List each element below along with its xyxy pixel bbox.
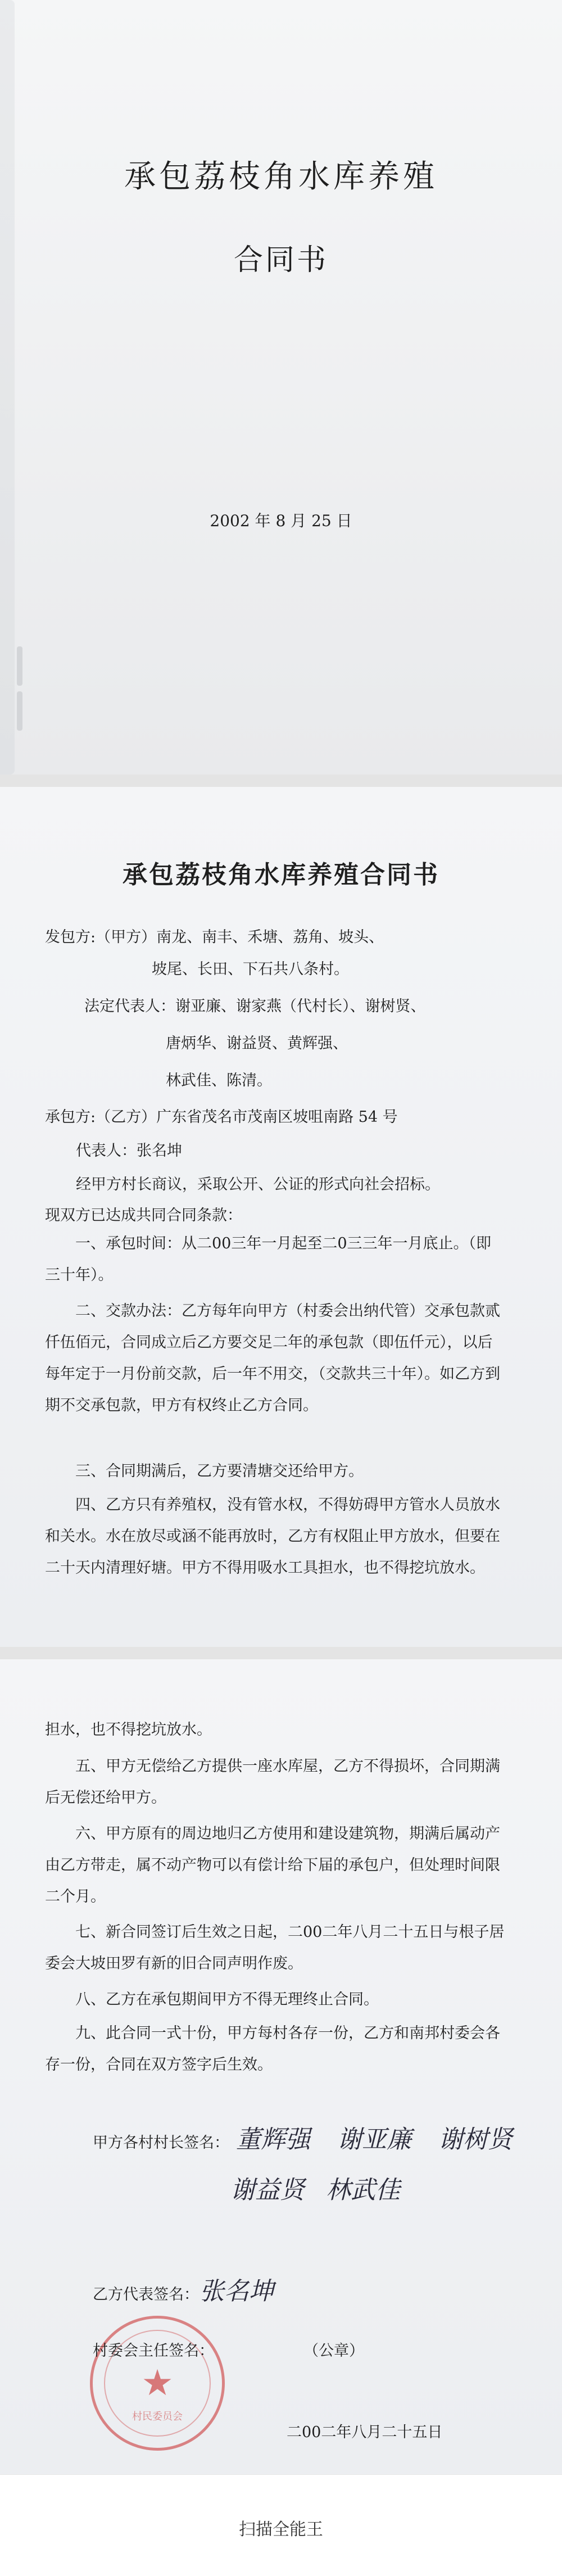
app-footer <box>0 2474 562 2576</box>
cover-title: 承包荔枝角水库养殖 <box>124 159 438 195</box>
intro-line: 经甲方村长商议，采取公开、公证的形式向社会招标。 <box>76 1176 440 1193</box>
cover-subtitle: 合同书 <box>233 243 328 277</box>
clause-1: 一、承包时间：从二00三年一月起至二0三三年一月底止。（即三十年）。 <box>45 1235 492 1284</box>
party-b-line: 承包方:（乙方）广东省茂名市茂南区坡咀南路 54 号 <box>45 1108 398 1126</box>
clause-2: 二、交款办法：乙方每年向甲方（村委会出纳代管）交承包款贰仟伍佰元，合同成立后乙方要交足二年的承包款（即伍仟元），以后每年定于一月份前交款，后一年不用交，（交款共三十年）。如乙方到期不交承包款，甲方有权终止乙方合同。 <box>45 1302 500 1414</box>
clause-8: 八、乙方在承包期间甲方不得无理终止合同。 <box>75 1991 379 2008</box>
clause-4: 四、乙方只有养殖权，没有管水权，不得妨碍甲方管水人员放水和关水。水在放尽或涵不能再放时，乙方有权阻止甲方放水，但要在二十天内清理好塘。甲方不得用吸水工具担水，也不得挖坑放水。 <box>45 1496 500 1577</box>
staple-mark <box>17 691 22 731</box>
page-divider <box>0 775 562 787</box>
contract-title: 承包荔枝角水库养殖合同书 <box>123 861 439 889</box>
page-divider <box>0 1647 562 1659</box>
page-edge-shadow <box>0 0 15 775</box>
cover-date: 2002 年 8 月 25 日 <box>210 511 352 530</box>
party-a-line: 坡尾、长田、下石共八条村。 <box>152 961 349 978</box>
clause-5: 五、甲方无偿给乙方提供一座水库屋，乙方不得损坏，合同期满后无偿还给甲方。 <box>45 1758 500 1807</box>
signature-b: 张名坤 <box>200 2277 274 2306</box>
app-label: 扫描全能王 <box>239 2520 323 2539</box>
staple-mark <box>17 646 22 686</box>
signature-a3: 谢树贤 <box>438 2125 513 2154</box>
rep-a-line: 唐炳华、谢益贤、黄辉强、 <box>166 1035 348 1052</box>
party-a-line: 发包方:（甲方）南龙、南丰、禾塘、荔角、坡头、 <box>45 929 384 946</box>
clause-7: 七、新合同签订后生效之日起，二00二年八月二十五日与根子居委会大坡田罗有新的旧合同声明作废。 <box>45 1923 505 1972</box>
village-committee-stamp: ★ 村民委员会 <box>90 2316 225 2451</box>
rep-a-line: 法定代表人：谢亚廉、谢家燕（代村长）、谢树贤、 <box>84 998 426 1015</box>
sign-b-label: 乙方代表签名： <box>93 2286 199 2303</box>
signature-a5: 林武佳 <box>326 2176 400 2204</box>
clause-9: 九、此合同一式十份，甲方每村各存一份，乙方和南邦村委会各存一份，合同在双方签字后生效。 <box>45 2025 500 2074</box>
intro-line: 现双方已达成共同合同条款： <box>45 1207 242 1224</box>
sign-date: 二00二年八月二十五日 <box>287 2424 443 2441</box>
signature-a4: 谢益贤 <box>230 2176 305 2204</box>
signature-a1: 董辉强 <box>236 2125 310 2154</box>
rep-b-line: 代表人：张名坤 <box>76 1142 182 1160</box>
clause-6: 六、甲方原有的周边地归乙方使用和建设建筑物，期满后属动产由乙方带走，属不动产物可以有偿计给下届的承包户，但处理时间限二个月。 <box>45 1825 500 1905</box>
committee-label: 村委会主任签名： <box>93 2342 214 2360</box>
signature-a2: 谢亚廉 <box>337 2125 411 2154</box>
clause-4-cont: 担水，也不得挖坑放水。 <box>45 1721 212 1739</box>
cover-page <box>0 0 562 775</box>
sign-a-label: 甲方各村村长签名： <box>93 2134 229 2152</box>
clause-3: 三、合同期满后，乙方要清塘交还给甲方。 <box>75 1463 364 1480</box>
seal-label: （公章） <box>303 2342 364 2360</box>
rep-a-line: 林武佳、陈清。 <box>166 1072 272 1089</box>
